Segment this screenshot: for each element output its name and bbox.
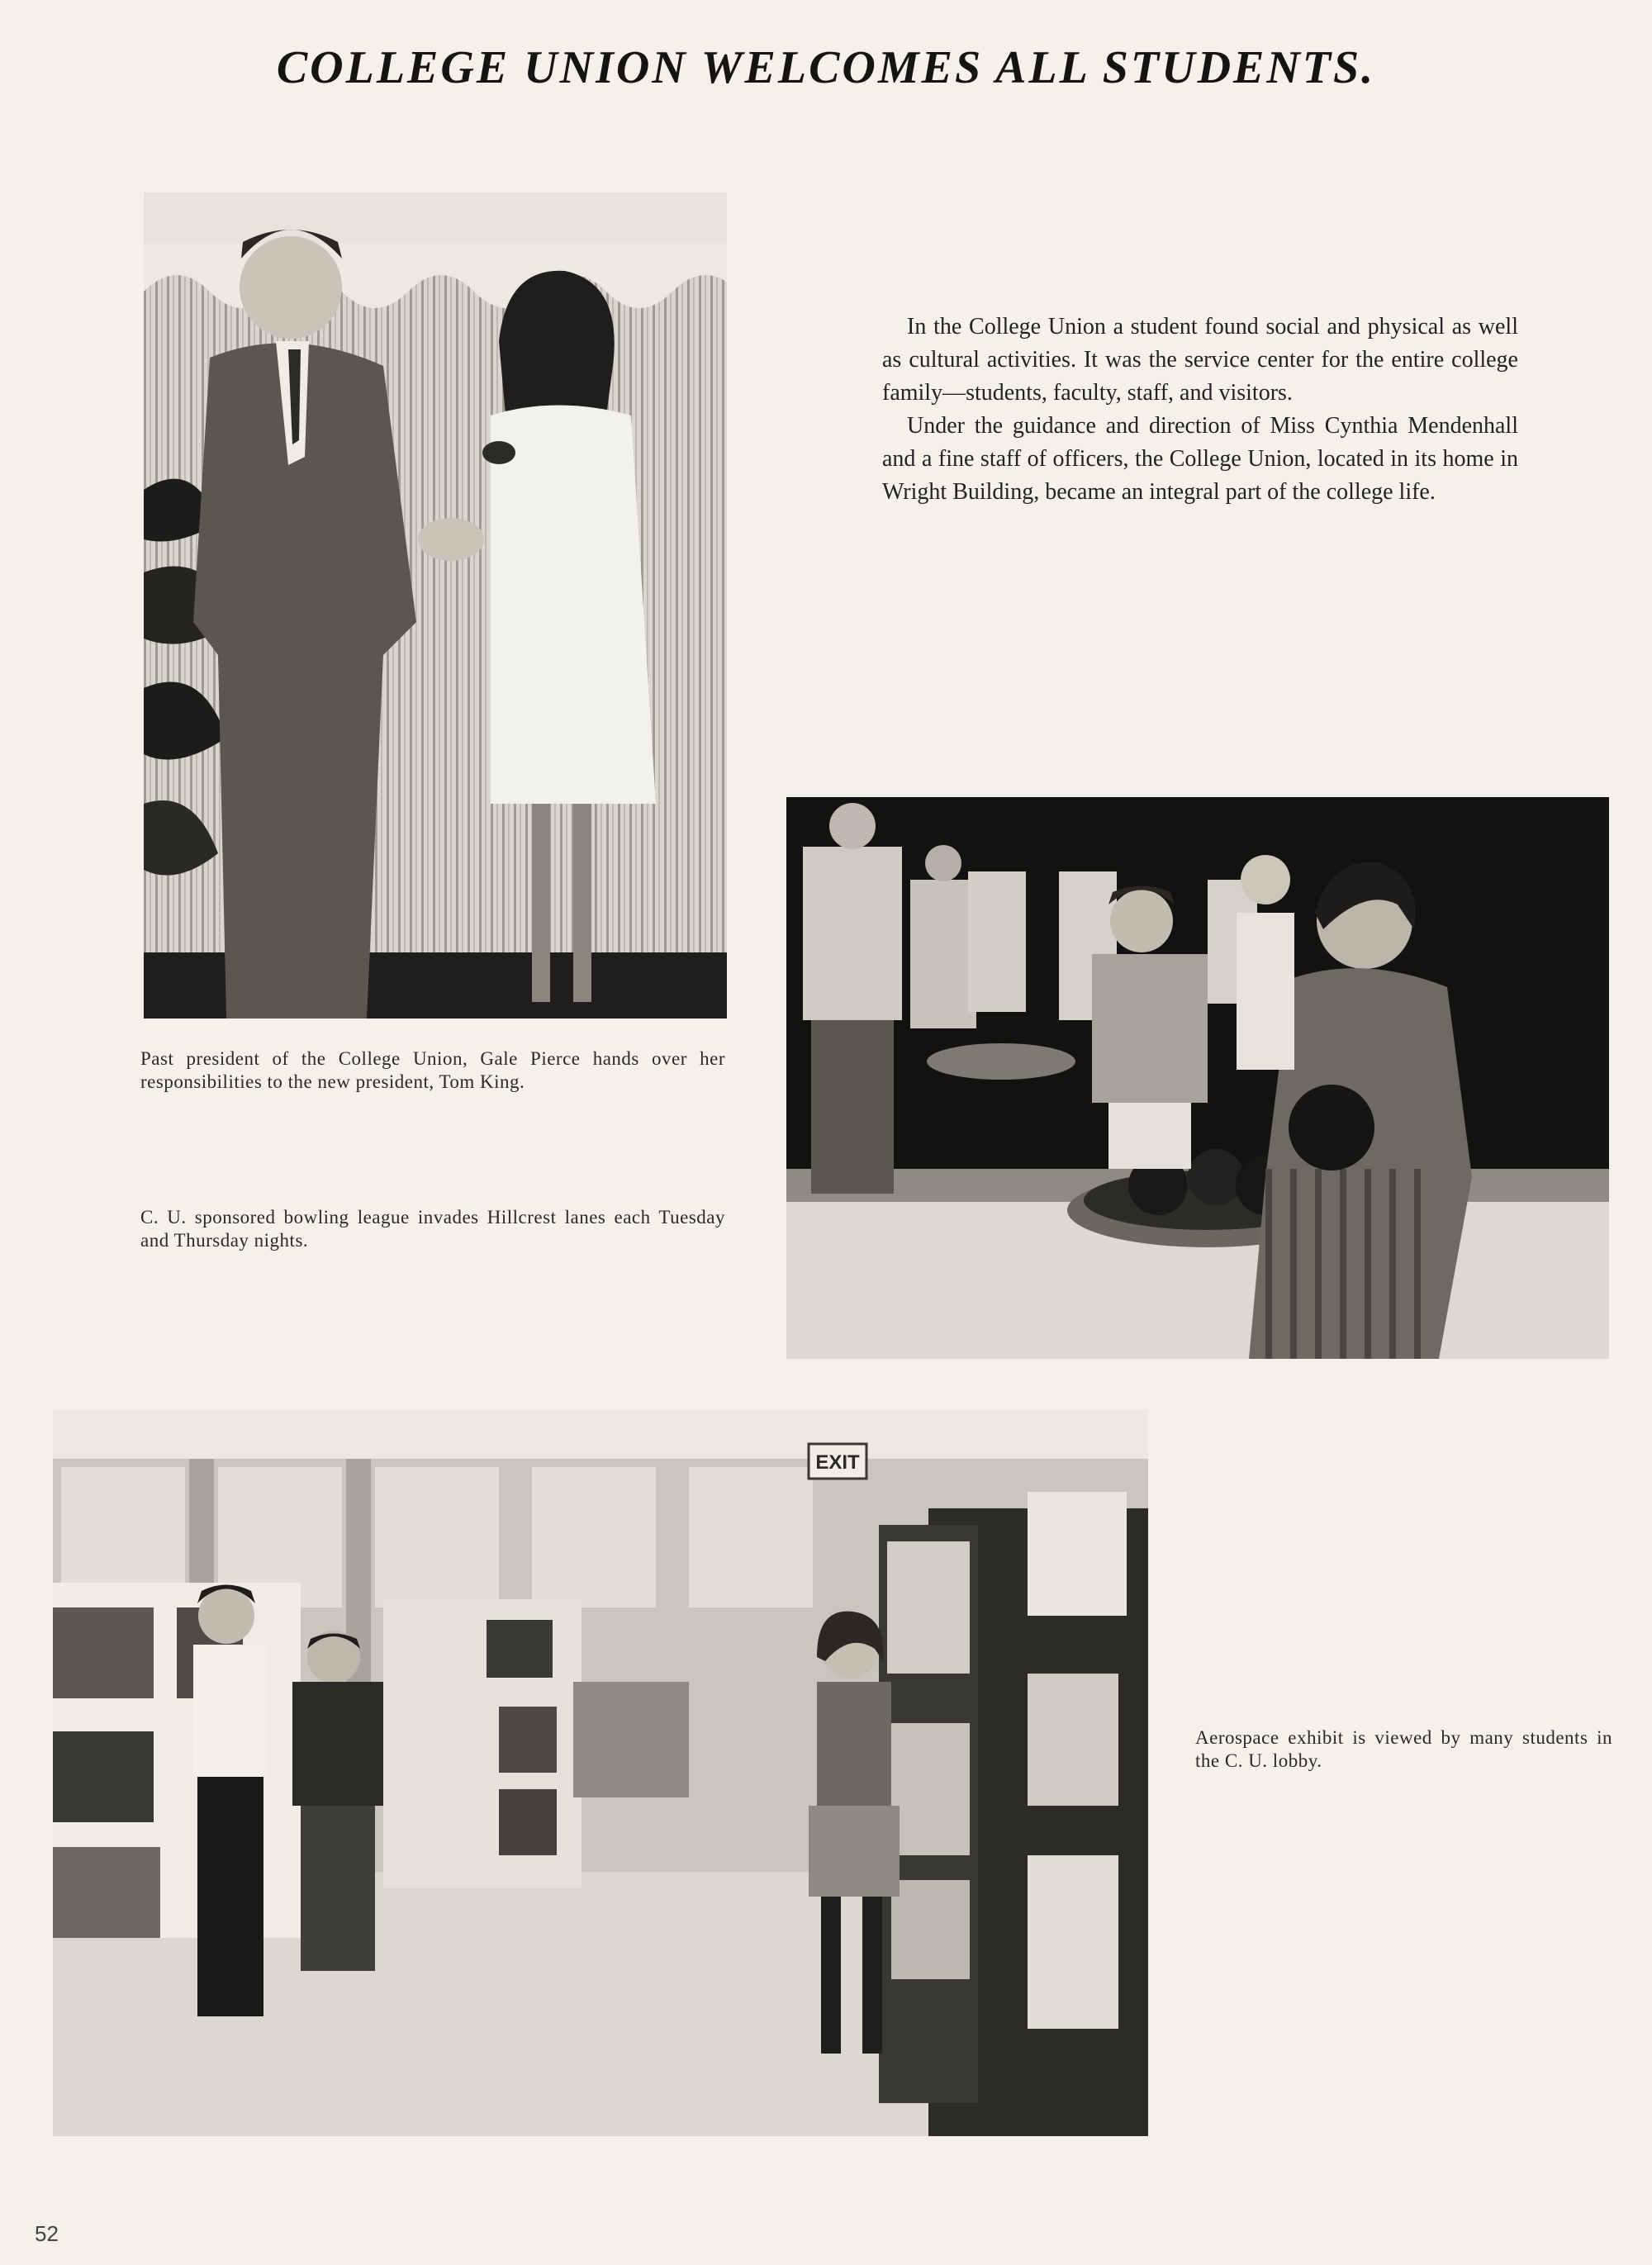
intro-paragraph-1: In the College Union a student found social and physical as well as cultural activities. It was the service center for the entire college family—students, faculty, staff, and visitors.	[882, 314, 1518, 406]
caption-aerospace: Aerospace exhibit is viewed by many students in the C. U. lobby.	[1195, 1727, 1612, 1771]
caption-bowling: C. U. sponsored bowling league invades Hillcrest lanes each Tuesday and Thursday nights.	[140, 1207, 725, 1251]
intro-paragraph-2: Under the guidance and direction of Miss Cynthia Mendenhall and a fine staff of officers, the College Union, located in its home in Wright Building, became an integral part of the college life.	[882, 413, 1518, 505]
photo-bowling-league	[786, 797, 1609, 1359]
exit-sign-text: EXIT	[815, 1451, 860, 1474]
page-number: 52	[35, 2221, 59, 2246]
intro-text	[882, 311, 1518, 509]
photo-presidents-handover	[144, 192, 727, 1019]
page-title: COLLEGE UNION WELCOMES ALL STUDENTS.	[276, 42, 1376, 93]
caption-presidents: Past president of the College Union, Gale Pierce hands over her responsibilities to the new president, Tom King.	[140, 1048, 725, 1092]
photo-aerospace-exhibit	[53, 1409, 1148, 2136]
